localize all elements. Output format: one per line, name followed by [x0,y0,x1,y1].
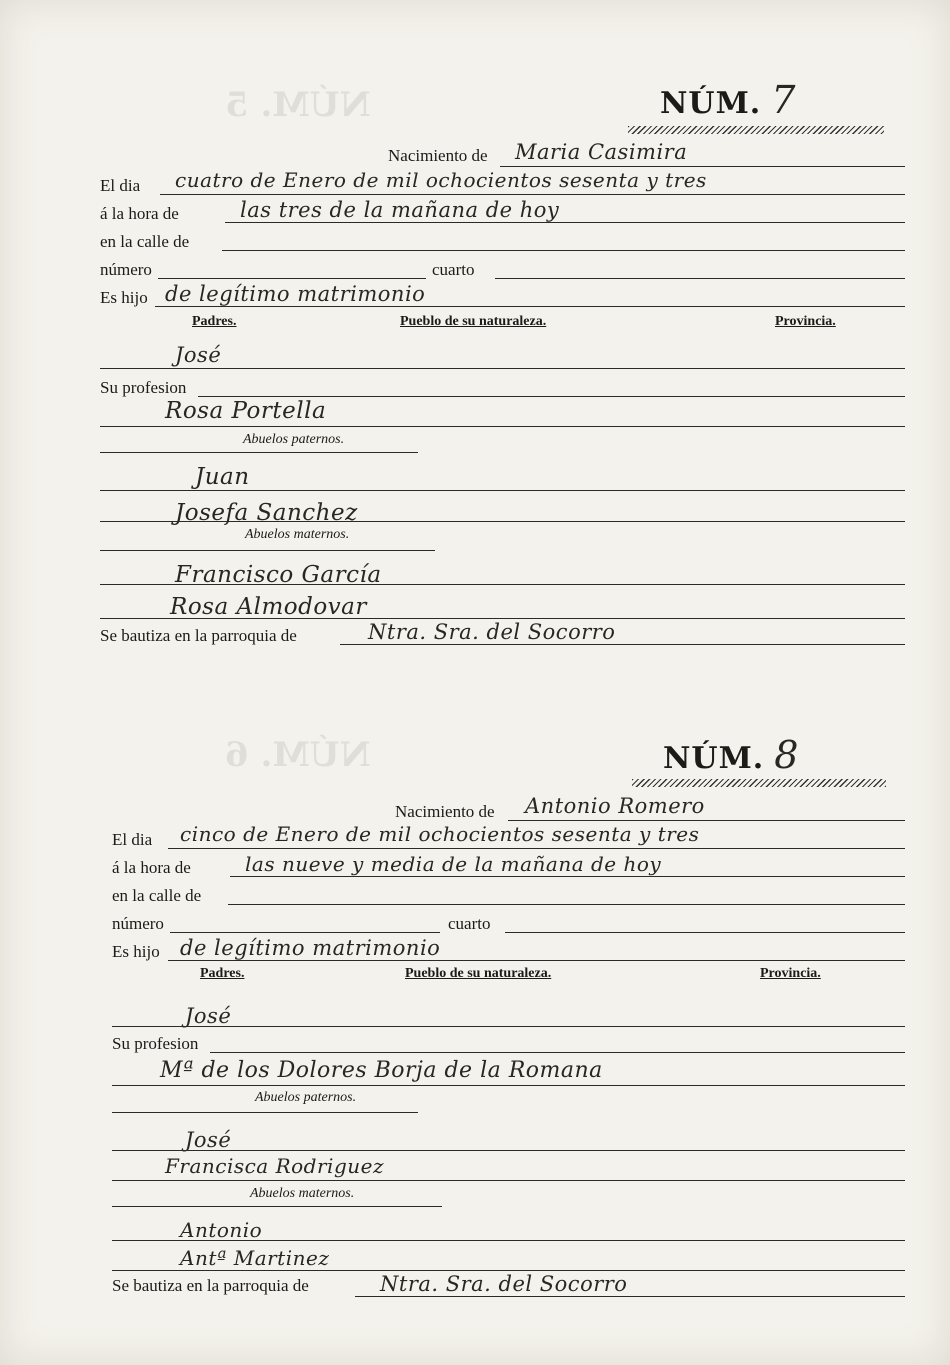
abuela-paterna: Josefa Sanchez [175,500,358,526]
hora-label: á la hora de [112,858,191,877]
field-line [112,1112,418,1113]
field-line [505,932,905,933]
record-number: NÚM. 8 [663,733,799,777]
field-line [100,584,905,585]
nacimiento-value: Maria Casimira [515,140,688,164]
field-line [495,278,905,279]
parroquia-value: Ntra. Sra. del Socorro [368,620,616,644]
field-line [168,960,905,961]
field-line [112,1150,905,1151]
padre-name: José [185,1004,232,1028]
padre-name: José [175,343,222,367]
cuarto-label: cuarto [432,260,475,279]
dia-value: cinco de Enero de mil ochocientos sesenta y tres [180,822,700,846]
field-line [160,194,905,195]
field-line [168,848,905,849]
ghost-number-upper: NÚM. 5 [225,85,371,125]
abuelo-materno: Francisco García [175,562,382,588]
field-line [112,1270,905,1271]
field-line [230,876,905,877]
parroquia-value: Ntra. Sra. del Socorro [380,1272,628,1296]
field-line [100,490,905,491]
field-line [100,550,435,551]
hijo-label: Es hijo [100,288,148,307]
calle-label: en la calle de [100,232,190,251]
field-line [112,1026,905,1027]
field-line [155,306,905,307]
field-line [228,904,905,905]
hora-label: á la hora de [100,204,179,223]
parroquia-label: Se bautiza en la parroquia de [100,626,297,645]
padres-header: Padres. [200,966,245,981]
madre-name: Rosa Portella [165,398,327,424]
numero-label: número [112,914,164,933]
field-line [100,368,905,369]
field-line [500,166,905,167]
field-line [225,222,905,223]
field-line [170,932,440,933]
provincia-header: Provincia. [760,966,821,981]
padres-header: Padres. [192,314,237,329]
ghost-number-lower: NÚM. 6 [225,735,371,775]
record-number-value: 7 [771,78,796,122]
abuela-materna: Antª Martinez [180,1246,330,1270]
abuelos-paternos-label: Abuelos paternos. [243,432,345,447]
profesion-label: Su profesion [100,378,187,397]
abuelos-paternos-label: Abuelos paternos. [255,1090,357,1105]
ornamental-rule [628,126,884,134]
hijo-value: de legítimo matrimonio [165,282,426,306]
abuelos-maternos-label: Abuelos maternos. [250,1186,355,1201]
dia-value: cuatro de Enero de mil ochocientos sesenta y tres [175,168,707,192]
field-line [112,1240,905,1241]
field-line [100,618,905,619]
record-number: NÚM. 7 [660,78,796,122]
field-line [158,278,426,279]
hora-value: las nueve y media de la mañana de hoy [245,852,662,876]
pueblo-header: Pueblo de su naturaleza. [400,314,547,329]
field-line [100,426,905,427]
nacimiento-label: Nacimiento de [395,802,495,821]
abuelo-paterno: Juan [195,464,250,490]
field-line [112,1180,905,1181]
numero-label: número [100,260,152,279]
field-line [508,820,905,821]
field-line [112,1206,442,1207]
field-line [355,1296,905,1297]
field-line [198,396,905,397]
field-line [210,1052,905,1053]
abuela-paterna: Francisca Rodriguez [165,1154,385,1178]
provincia-header: Provincia. [775,314,836,329]
parroquia-label: Se bautiza en la parroquia de [112,1276,309,1295]
record-number-value: 8 [774,733,799,777]
hijo-label: Es hijo [112,942,160,961]
abuela-materna: Rosa Almodovar [170,594,367,620]
ornamental-rule [632,779,886,787]
dia-label: El dia [100,176,141,195]
field-line [100,452,418,453]
field-line [112,1085,905,1086]
abuelo-materno: Antonio [180,1218,263,1242]
abuelo-paterno: José [185,1128,232,1152]
calle-label: en la calle de [112,886,202,905]
nacimiento-value: Antonio Romero [525,794,705,818]
hijo-value: de legítimo matrimonio [180,936,441,960]
profesion-label: Su profesion [112,1034,199,1053]
field-line [222,250,905,251]
hora-value: las tres de la mañana de hoy [240,198,560,222]
field-line [100,521,905,522]
dia-label: El dia [112,830,153,849]
nacimiento-label: Nacimiento de [388,146,488,165]
madre-name: Mª de los Dolores Borja de la Romana [160,1058,603,1083]
abuelos-maternos-label: Abuelos maternos. [245,527,350,542]
pueblo-header: Pueblo de su naturaleza. [405,966,552,981]
field-line [340,644,905,645]
cuarto-label: cuarto [448,914,491,933]
